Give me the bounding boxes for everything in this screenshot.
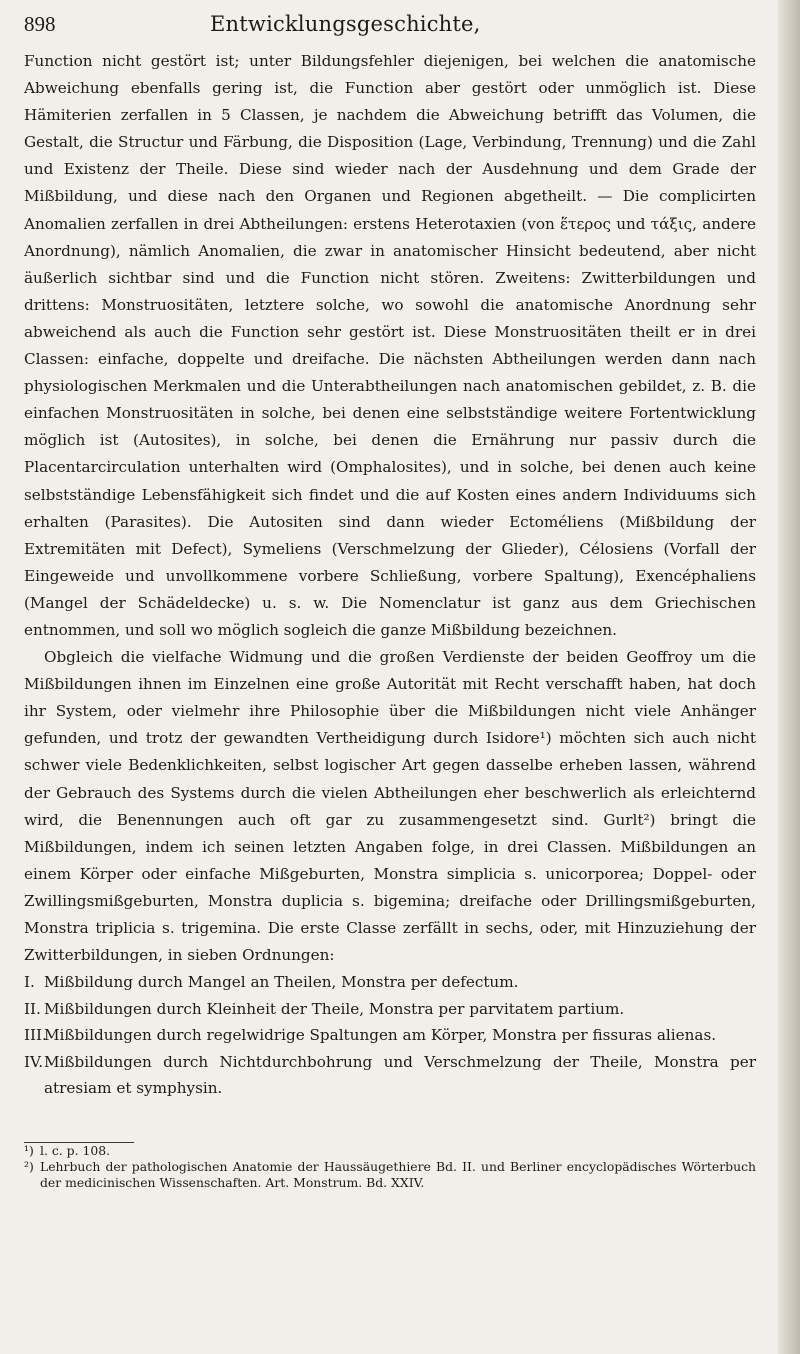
list-item bbox=[24, 969, 756, 996]
footnote-mark: ²) bbox=[24, 1158, 34, 1174]
paragraph: Obgleich die vielfache Widmung und die großen Verdienste der beiden Geoffroy um die Mißbildungen ihnen im Einzelnen eine große Autorität mit Recht verschafft haben, hat doch ihr System, oder vielmehr ihre Philosophie über die Mißbildungen nicht viele Anhänger gefunden, und trotz der gewandten Vertheidigung durch Isidore¹) möchten sich auch nicht schwer viele Bedenklichkeiten, selbst logischer Art gegen dasselbe erheben lassen, während der Gebrauch des Systems durch die vielen Abtheilungen eher beschwerlich als erleichternd wird, die Benennungen auch oft gar zu zusammengesetzt sind. Gurlt²) bringt die Mißbildungen, indem ich seinen letzten Angaben folge, in drei Classen. Mißbildungen an einem Körper oder einfache Mißgeburten, Monstra simplicia s. unicorporea; Doppel- oder Zwillingsmißgeburten, Monstra duplicia s. bigemina; dreifache oder Drillingsmißgeburten, Monstra triplicia s. trigemina. Die erste Classe zerfällt in sechs, oder, mit Hinzuziehung der Zwitterbildungen, in sieben Ordnungen: bbox=[24, 648, 756, 965]
list-number: I. bbox=[24, 973, 35, 992]
list-item bbox=[24, 1022, 756, 1049]
list-number: IV. bbox=[24, 1052, 44, 1071]
footnote bbox=[24, 1159, 756, 1191]
footnote-text: l. c. p. 108. bbox=[40, 1142, 111, 1158]
running-head: Entwicklungsgeschichte, bbox=[210, 12, 481, 36]
footnote bbox=[24, 1143, 756, 1159]
list-number: II. bbox=[24, 999, 41, 1018]
list-text: Mißbildungen durch regelwidrige Spaltungen am Körper, Monstra per fissuras alienas. bbox=[44, 1026, 717, 1045]
page-number: 898 bbox=[24, 12, 56, 36]
page-header bbox=[24, 12, 756, 44]
list-text: Mißbildung durch Mangel an Theilen, Monstra per defectum. bbox=[44, 973, 519, 992]
list-text: Mißbildungen durch Nichtdurchbohrung und Verschmelzung der Theile, Monstra per atresiam et symphysin. bbox=[44, 1052, 756, 1098]
body-text bbox=[24, 48, 756, 969]
paragraph: Function nicht gestört ist; unter Bildungsfehler diejenigen, bei welchen die anatomische Abweichung ebenfalls gering ist, die Function aber gestört oder unmöglich ist. Diese Hämiterien zerfallen in 5 Classen, je nachdem die Abweichung betrifft das Volumen, die Gestalt, die Structur und Färbung, die Disposition (Lage, Verbindung, Trennung) und die Zahl und Existenz der Theile. Diese sind wieder nach der Ausdehnung und dem Grade der Mißbildung, und diese nach den Organen und Regionen abgetheilt. — Die complicirten Anomalien zerfallen in drei Abtheilungen: erstens Heterotaxien (von ἕτερος und τάξις, andere Anordnung), nämlich Anomalien, die zwar in anatomischer Hinsicht bedeutend, aber nicht äußerlich sichtbar sind und die Function nicht stören. Zweitens: Zwitterbildungen und drittens: Monstruositäten, letztere solche, wo sowohl die anatomische Anordnung sehr abweichend als auch die Function sehr gestört ist. Diese Monstruositäten theilt er in drei Classen: einfache, doppelte und dreifache. Die nächsten Abtheilungen werden dann nach physiologischen Merkmalen und die Unterabtheilungen nach anatomischen gebildet, z. B. die einfachen Monstruositäten in solche, bei denen eine selbstständige weitere Fortentwicklung möglich ist (Autosites), in solche, bei denen die Ernährung nur passiv durch die Placentarcirculation unterhalten wird (Omphalosites), und in solche, bei denen auch keine selbstständige Lebensfähigkeit sich findet und die auf Kosten eines andern Individuums sich erhalten (Parasites). Die Autositen sind dann wieder Ectoméliens (Mißbildung der Extremitäten mit Defect), Symeliens (Verschmelzung der Glieder), Célosiens (Vorfall der Eingeweide und unvollkommene vorbere Schließung, vorbere Spaltung), Exencéphaliens (Mangel der Schädeldecke) u. s. w. Die Nomenclatur ist ganz aus dem Griechischen entnommen, und soll wo möglich sogleich die ganze Mißbildung bezeichnen. bbox=[24, 52, 756, 639]
page-edge bbox=[778, 0, 800, 1354]
footnote-text: Lehrbuch der pathologischen Anatomie der Haussäugethiere Bd. II. und Berliner encyclopädisches Wörterbuch der medicinischen Wissenschaften. Art. Monstrum. Bd. XXIV. bbox=[40, 1158, 756, 1190]
list-number: III. bbox=[24, 1026, 47, 1045]
footnotes bbox=[24, 1142, 756, 1191]
list-text: Mißbildungen durch Kleinheit der Theile, Monstra per parvitatem partium. bbox=[44, 999, 625, 1018]
list-item bbox=[24, 996, 756, 1023]
footnote-mark: ¹) bbox=[24, 1142, 34, 1158]
classification-list bbox=[24, 969, 756, 1102]
list-item bbox=[24, 1049, 756, 1102]
